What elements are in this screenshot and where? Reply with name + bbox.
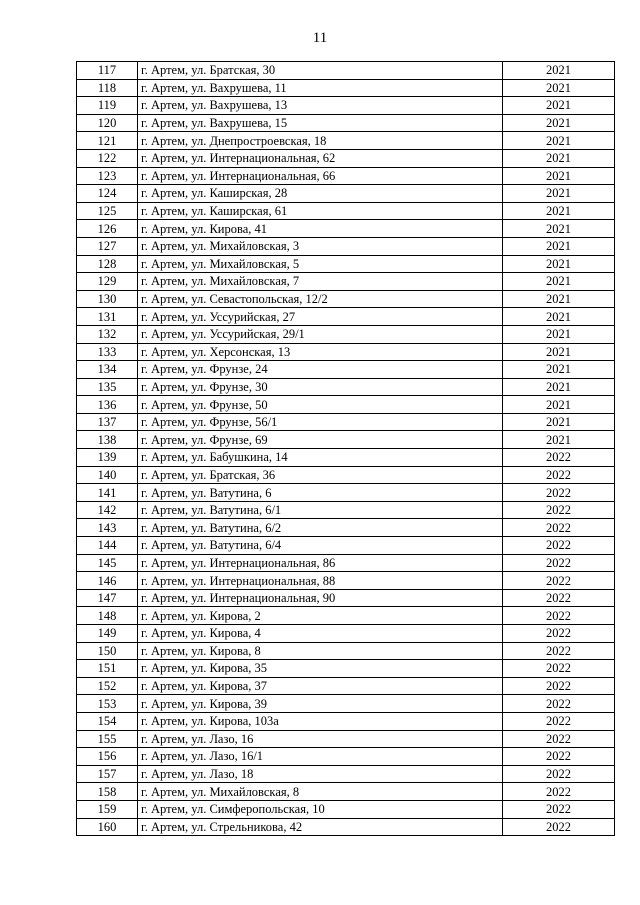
- address-cell: г. Артем, ул. Ватутина, 6/1: [138, 501, 503, 519]
- row-number-cell: 136: [77, 396, 138, 414]
- year-cell: 2022: [503, 449, 615, 467]
- row-number-cell: 153: [77, 695, 138, 713]
- row-number-cell: 131: [77, 308, 138, 326]
- table-row: [77, 149, 615, 167]
- row-number-cell: 122: [77, 149, 138, 167]
- table-row: [77, 114, 615, 132]
- table-row: [77, 800, 615, 818]
- year-cell: 2021: [503, 79, 615, 97]
- address-cell: г. Артем, ул. Интернациональная, 62: [138, 149, 503, 167]
- row-number-cell: 145: [77, 554, 138, 572]
- table-row: [77, 625, 615, 643]
- year-cell: 2022: [503, 818, 615, 836]
- table-row: [77, 79, 615, 97]
- address-table: [76, 61, 615, 836]
- year-cell: 2021: [503, 325, 615, 343]
- row-number-cell: 149: [77, 625, 138, 643]
- address-cell: г. Артем, ул. Михайловская, 8: [138, 783, 503, 801]
- table-row: [77, 501, 615, 519]
- year-cell: 2021: [503, 290, 615, 308]
- year-cell: 2021: [503, 361, 615, 379]
- year-cell: 2021: [503, 149, 615, 167]
- row-number-cell: 120: [77, 114, 138, 132]
- address-cell: г. Артем, ул. Лазо, 16: [138, 730, 503, 748]
- address-cell: г. Артем, ул. Уссурийская, 29/1: [138, 325, 503, 343]
- address-cell: г. Артем, ул. Интернациональная, 90: [138, 589, 503, 607]
- table-body: [77, 62, 615, 836]
- row-number-cell: 137: [77, 413, 138, 431]
- year-cell: 2021: [503, 220, 615, 238]
- year-cell: 2022: [503, 783, 615, 801]
- row-number-cell: 135: [77, 378, 138, 396]
- address-cell: г. Артем, ул. Фрунзе, 56/1: [138, 413, 503, 431]
- address-cell: г. Артем, ул. Кирова, 103а: [138, 712, 503, 730]
- row-number-cell: 148: [77, 607, 138, 625]
- table-row: [77, 220, 615, 238]
- year-cell: 2022: [503, 765, 615, 783]
- row-number-cell: 157: [77, 765, 138, 783]
- address-cell: г. Артем, ул. Фрунзе, 30: [138, 378, 503, 396]
- table-row: [77, 308, 615, 326]
- year-cell: 2022: [503, 466, 615, 484]
- address-cell: г. Артем, ул. Братская, 30: [138, 62, 503, 80]
- year-cell: 2022: [503, 800, 615, 818]
- address-cell: г. Артем, ул. Фрунзе, 69: [138, 431, 503, 449]
- table-row: [77, 519, 615, 537]
- row-number-cell: 142: [77, 501, 138, 519]
- year-cell: 2022: [503, 748, 615, 766]
- year-cell: 2021: [503, 396, 615, 414]
- year-cell: 2022: [503, 642, 615, 660]
- address-cell: г. Артем, ул. Кирова, 41: [138, 220, 503, 238]
- row-number-cell: 119: [77, 97, 138, 115]
- address-cell: г. Артем, ул. Кирова, 8: [138, 642, 503, 660]
- address-cell: г. Артем, ул. Михайловская, 5: [138, 255, 503, 273]
- address-cell: г. Артем, ул. Бабушкина, 14: [138, 449, 503, 467]
- address-cell: г. Артем, ул. Лазо, 16/1: [138, 748, 503, 766]
- year-cell: 2022: [503, 501, 615, 519]
- year-cell: 2022: [503, 554, 615, 572]
- table-row: [77, 413, 615, 431]
- row-number-cell: 128: [77, 255, 138, 273]
- row-number-cell: 117: [77, 62, 138, 80]
- address-cell: г. Артем, ул. Кирова, 37: [138, 677, 503, 695]
- address-cell: г. Артем, ул. Каширская, 28: [138, 185, 503, 203]
- table-row: [77, 554, 615, 572]
- address-cell: г. Артем, ул. Днепростроевская, 18: [138, 132, 503, 150]
- year-cell: 2021: [503, 237, 615, 255]
- table-row: [77, 378, 615, 396]
- row-number-cell: 154: [77, 712, 138, 730]
- row-number-cell: 129: [77, 273, 138, 291]
- table-row: [77, 361, 615, 379]
- address-cell: г. Артем, ул. Кирова, 35: [138, 660, 503, 678]
- year-cell: 2021: [503, 431, 615, 449]
- address-cell: г. Артем, ул. Лазо, 18: [138, 765, 503, 783]
- year-cell: 2022: [503, 607, 615, 625]
- table-row: [77, 466, 615, 484]
- row-number-cell: 140: [77, 466, 138, 484]
- table-row: [77, 185, 615, 203]
- address-cell: г. Артем, ул. Михайловская, 7: [138, 273, 503, 291]
- table-row: [77, 396, 615, 414]
- year-cell: 2021: [503, 185, 615, 203]
- address-cell: г. Артем, ул. Кирова, 4: [138, 625, 503, 643]
- address-cell: г. Артем, ул. Стрельникова, 42: [138, 818, 503, 836]
- table-row: [77, 572, 615, 590]
- row-number-cell: 150: [77, 642, 138, 660]
- year-cell: 2022: [503, 589, 615, 607]
- address-cell: г. Артем, ул. Ватутина, 6/4: [138, 537, 503, 555]
- row-number-cell: 158: [77, 783, 138, 801]
- row-number-cell: 132: [77, 325, 138, 343]
- address-cell: г. Артем, ул. Интернациональная, 66: [138, 167, 503, 185]
- row-number-cell: 138: [77, 431, 138, 449]
- address-cell: г. Артем, ул. Братская, 36: [138, 466, 503, 484]
- row-number-cell: 141: [77, 484, 138, 502]
- table-row: [77, 290, 615, 308]
- year-cell: 2022: [503, 677, 615, 695]
- table-row: [77, 765, 615, 783]
- table-row: [77, 343, 615, 361]
- table-row: [77, 589, 615, 607]
- address-cell: г. Артем, ул. Михайловская, 3: [138, 237, 503, 255]
- table-row: [77, 449, 615, 467]
- address-cell: г. Артем, ул. Вахрушева, 13: [138, 97, 503, 115]
- row-number-cell: 144: [77, 537, 138, 555]
- page-number: 11: [312, 30, 328, 46]
- row-number-cell: 125: [77, 202, 138, 220]
- table-row: [77, 818, 615, 836]
- address-cell: г. Артем, ул. Вахрушева, 15: [138, 114, 503, 132]
- table-row: [77, 484, 615, 502]
- year-cell: 2022: [503, 695, 615, 713]
- address-cell: г. Артем, ул. Каширская, 61: [138, 202, 503, 220]
- year-cell: 2022: [503, 537, 615, 555]
- table-row: [77, 431, 615, 449]
- row-number-cell: 151: [77, 660, 138, 678]
- year-cell: 2022: [503, 519, 615, 537]
- year-cell: 2021: [503, 62, 615, 80]
- year-cell: 2022: [503, 625, 615, 643]
- year-cell: 2022: [503, 572, 615, 590]
- row-number-cell: 123: [77, 167, 138, 185]
- table-row: [77, 325, 615, 343]
- table-row: [77, 783, 615, 801]
- year-cell: 2022: [503, 660, 615, 678]
- year-cell: 2022: [503, 484, 615, 502]
- year-cell: 2021: [503, 97, 615, 115]
- table-row: [77, 62, 615, 80]
- table-row: [77, 660, 615, 678]
- row-number-cell: 130: [77, 290, 138, 308]
- year-cell: 2021: [503, 378, 615, 396]
- table-row: [77, 273, 615, 291]
- row-number-cell: 143: [77, 519, 138, 537]
- address-cell: г. Артем, ул. Ватутина, 6/2: [138, 519, 503, 537]
- address-cell: г. Артем, ул. Ватутина, 6: [138, 484, 503, 502]
- table-row: [77, 748, 615, 766]
- year-cell: 2021: [503, 413, 615, 431]
- row-number-cell: 134: [77, 361, 138, 379]
- row-number-cell: 156: [77, 748, 138, 766]
- address-cell: г. Артем, ул. Кирова, 39: [138, 695, 503, 713]
- table-row: [77, 255, 615, 273]
- address-cell: г. Артем, ул. Фрунзе, 50: [138, 396, 503, 414]
- table-row: [77, 167, 615, 185]
- row-number-cell: 152: [77, 677, 138, 695]
- year-cell: 2022: [503, 730, 615, 748]
- year-cell: 2021: [503, 202, 615, 220]
- row-number-cell: 139: [77, 449, 138, 467]
- table-row: [77, 237, 615, 255]
- address-cell: г. Артем, ул. Симферопольская, 10: [138, 800, 503, 818]
- address-cell: г. Артем, ул. Фрунзе, 24: [138, 361, 503, 379]
- year-cell: 2021: [503, 132, 615, 150]
- year-cell: 2021: [503, 343, 615, 361]
- address-cell: г. Артем, ул. Интернациональная, 86: [138, 554, 503, 572]
- table-row: [77, 695, 615, 713]
- table-row: [77, 132, 615, 150]
- address-cell: г. Артем, ул. Уссурийская, 27: [138, 308, 503, 326]
- row-number-cell: 159: [77, 800, 138, 818]
- table-row: [77, 97, 615, 115]
- table-row: [77, 202, 615, 220]
- table-row: [77, 537, 615, 555]
- table-row: [77, 642, 615, 660]
- year-cell: 2021: [503, 308, 615, 326]
- row-number-cell: 126: [77, 220, 138, 238]
- table-row: [77, 607, 615, 625]
- row-number-cell: 146: [77, 572, 138, 590]
- row-number-cell: 121: [77, 132, 138, 150]
- table-row: [77, 730, 615, 748]
- address-cell: г. Артем, ул. Интернациональная, 88: [138, 572, 503, 590]
- year-cell: 2021: [503, 167, 615, 185]
- address-cell: г. Артем, ул. Вахрушева, 11: [138, 79, 503, 97]
- row-number-cell: 124: [77, 185, 138, 203]
- address-cell: г. Артем, ул. Севастопольская, 12/2: [138, 290, 503, 308]
- table-row: [77, 712, 615, 730]
- row-number-cell: 155: [77, 730, 138, 748]
- row-number-cell: 127: [77, 237, 138, 255]
- year-cell: 2021: [503, 255, 615, 273]
- year-cell: 2021: [503, 273, 615, 291]
- year-cell: 2022: [503, 712, 615, 730]
- table-row: [77, 677, 615, 695]
- row-number-cell: 160: [77, 818, 138, 836]
- row-number-cell: 147: [77, 589, 138, 607]
- year-cell: 2021: [503, 114, 615, 132]
- address-cell: г. Артем, ул. Кирова, 2: [138, 607, 503, 625]
- row-number-cell: 118: [77, 79, 138, 97]
- address-cell: г. Артем, ул. Херсонская, 13: [138, 343, 503, 361]
- row-number-cell: 133: [77, 343, 138, 361]
